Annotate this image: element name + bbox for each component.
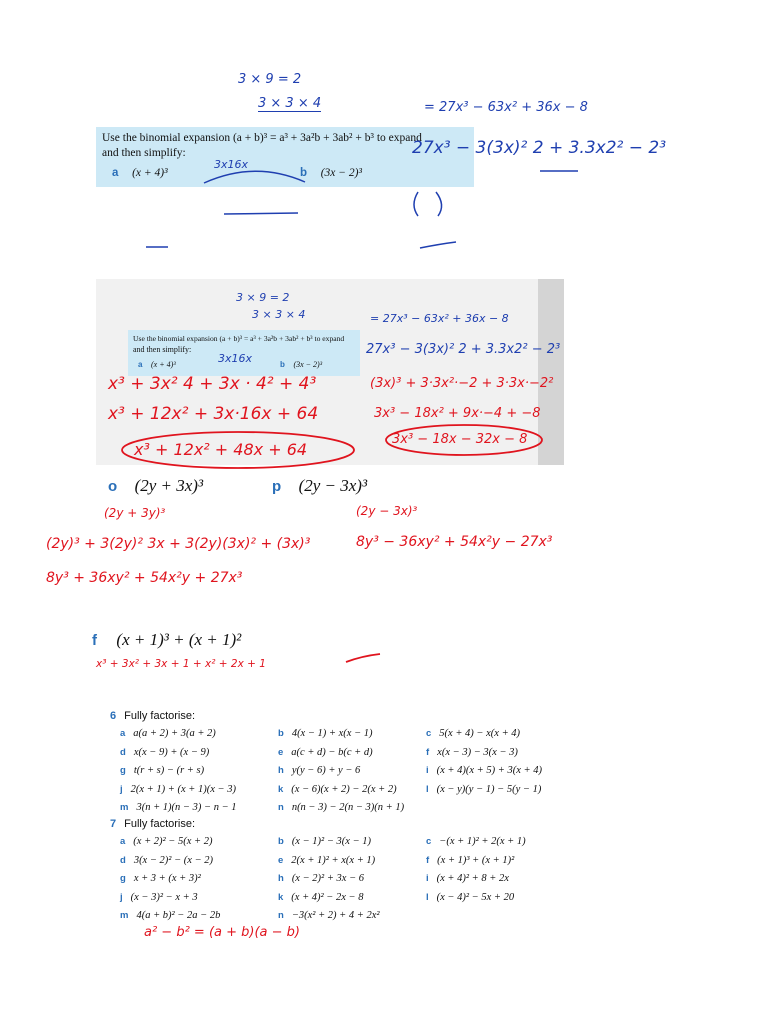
exercise-label: h	[278, 873, 284, 884]
exercise-expression: x + 3 + (x + 3)²	[133, 873, 201, 884]
exercise-expression: 2(x + 1)² + x(x + 1)	[291, 854, 376, 866]
exercise-item	[426, 765, 542, 776]
question-7	[110, 818, 570, 928]
exercise-item	[120, 836, 213, 847]
exercise-expression: (x + 1)³ + (x + 1)²	[437, 854, 515, 866]
exercise-expression: 2(x + 1) + (x + 1)(x − 3)	[130, 783, 236, 795]
part-expression: (x + 4)³	[132, 167, 168, 179]
question-text: and then simplify:	[133, 345, 192, 354]
exercise-label: f	[426, 854, 430, 866]
question-text: Use the binomial expansion (a + b)³ = a³ + 3a²b + 3ab² + b³ to expand	[102, 132, 422, 144]
exercise-item	[120, 765, 204, 776]
question-number: 6	[110, 710, 117, 722]
exercise-label: e	[278, 746, 284, 758]
exercise-item	[120, 784, 236, 795]
exercise-label: c	[426, 836, 432, 847]
exercise-expression: n(n − 3) − 2(n − 3)(n + 1)	[291, 802, 405, 813]
exercise-expression: t(r + s) − (r + s)	[133, 765, 205, 776]
exercise-item	[426, 873, 509, 884]
exercise-label: l	[426, 783, 429, 795]
exercise-item	[426, 784, 541, 795]
exercise-label: n	[278, 802, 284, 813]
exercise-item	[426, 747, 518, 758]
question-text: Use the binomial expansion (a + b)³ = a³ + 3a²b + 3ab² + b³ to expand	[133, 334, 345, 343]
working-line: a² − b² = (a + b)(a − b)	[144, 925, 300, 940]
working-line: x³ + 12x² + 48x + 64	[134, 440, 308, 459]
part-expression: (3x − 2)³	[320, 167, 362, 179]
question-6	[110, 710, 570, 820]
exercise-item	[120, 873, 201, 884]
exercise-label: m	[120, 802, 129, 813]
margin-note: = 27x³ − 63x² + 36x − 8	[370, 312, 509, 325]
exercise-label: g	[120, 873, 126, 884]
part-label: b	[280, 360, 285, 369]
margin-note: 3 × 3 × 4	[258, 96, 322, 111]
part-label: p	[272, 478, 282, 495]
working-line: 8y³ + 36xy² + 54x²y + 27x³	[46, 570, 243, 586]
exercise-item	[278, 855, 375, 866]
exercise-expression: (x − y)(y − 1) − 5(y − 1)	[436, 783, 542, 795]
part-label: b	[300, 167, 308, 179]
exercise-label: i	[426, 873, 429, 884]
exercise-label: f	[426, 746, 430, 758]
part-label: f	[92, 632, 97, 649]
exercise-label: b	[278, 836, 284, 847]
exercise-item	[278, 802, 404, 813]
exercise-label: k	[278, 891, 284, 903]
exercise-expression: (x + 4)² − 2x − 8	[291, 891, 364, 903]
exercise-item	[120, 802, 237, 813]
exercise-item	[120, 728, 216, 739]
margin-note: 27x³ − 3(3x)² 2 + 3.3x2² − 2³	[412, 138, 667, 158]
exercise-expression: (x + 2)² − 5(x + 2)	[133, 836, 213, 847]
exercise-label: e	[278, 854, 284, 866]
exercise-expression: 4(x − 1) + x(x − 1)	[291, 728, 373, 739]
exercise-expression: y(y − 6) + y − 6	[291, 765, 361, 776]
exercise-label: g	[120, 765, 126, 776]
exercise-expression: 3(x − 2)² − (x − 2)	[133, 854, 214, 866]
working-line: (2y)³ + 3(2y)² 3x + 3(2y)(3x)² + (3x)³	[46, 536, 311, 552]
exercise-expression: (x − 2)² + 3x − 6	[291, 873, 365, 884]
question-number: 7	[110, 818, 117, 830]
part-label: a	[138, 360, 143, 369]
exercise-expression: −3(x² + 2) + 4 + 2x²	[291, 910, 380, 921]
margin-note: 3 × 9 = 2	[236, 291, 290, 304]
exercise-item	[426, 728, 520, 739]
part-expression: (x + 4)³	[151, 360, 176, 369]
working-line: (2y − 3x)³	[356, 504, 418, 518]
exercise-item	[426, 892, 514, 903]
part-expression: (2y + 3x)³	[134, 476, 204, 495]
exercise-item	[120, 855, 213, 866]
exercise-item	[278, 747, 373, 758]
part-label: a	[112, 167, 119, 179]
working-line: 3x³ − 18x² + 9x·−4 + −8	[374, 406, 541, 421]
exercise-label: h	[278, 765, 284, 776]
exercise-label: i	[426, 765, 429, 776]
exercise-expression: (x + 4)² + 8 + 2x	[436, 873, 509, 884]
exercise-label: d	[120, 854, 126, 866]
exercise-item	[426, 855, 514, 866]
exercise-label: n	[278, 910, 284, 921]
exercise-expression: (x − 3)² − x + 3	[130, 891, 198, 903]
part-expression: (2y − 3x)³	[298, 476, 368, 495]
margin-note: 3x16x	[214, 158, 249, 171]
exercise-label: a	[120, 728, 126, 739]
exercise-label: k	[278, 783, 284, 795]
exercise-expression: −(x + 1)² + 2(x + 1)	[439, 836, 526, 847]
margin-note: 3 × 9 = 2	[238, 72, 302, 87]
question-title: Fully factorise:	[124, 710, 196, 722]
exercise-expression: (x − 4)² − 5x + 20	[436, 891, 515, 903]
exercise-expression: x(x − 9) + (x − 9)	[133, 746, 210, 758]
exercise-item	[120, 747, 209, 758]
exercise-item	[120, 910, 220, 921]
exercise-item	[278, 910, 380, 921]
working-line: x³ + 3x² + 3x + 1 + x² + 2x + 1	[96, 658, 266, 670]
exercise-label: m	[120, 910, 129, 921]
exercise-expression: 4(a + b)² − 2a − 2b	[136, 910, 221, 921]
exercise-item	[278, 784, 397, 795]
exercise-label: c	[426, 728, 432, 739]
working-line: (3x)³ + 3·3x²·−2 + 3·3x·−2²	[370, 376, 554, 391]
margin-note: 3 × 3 × 4	[252, 308, 306, 321]
exercise-expression: 3(n + 1)(n − 3) − n − 1	[136, 802, 237, 813]
exercise-item	[278, 892, 364, 903]
exercise-item	[278, 728, 373, 739]
working-line: 8y³ − 36xy² + 54x²y − 27x³	[356, 534, 553, 550]
exercise-label: b	[278, 728, 284, 739]
exercise-label: l	[426, 891, 429, 903]
exercise-item	[120, 892, 198, 903]
exercise-expression: (x − 6)(x + 2) − 2(x + 2)	[291, 783, 397, 795]
exercise-item	[278, 765, 360, 776]
exercise-item	[426, 836, 526, 847]
question-text: and then simplify:	[102, 147, 186, 159]
exercise-label: d	[120, 746, 126, 758]
exercise-label: a	[120, 836, 126, 847]
part-label: o	[108, 478, 118, 495]
exercise-label: j	[120, 891, 123, 903]
working-line: x³ + 3x² 4 + 3x · 4² + 4³	[108, 374, 317, 394]
working-line: 3x³ − 18x − 32x − 8	[392, 432, 528, 447]
question-title: Fully factorise:	[124, 818, 196, 830]
part-expression: (x + 1)³ + (x + 1)²	[116, 630, 242, 649]
exercise-expression: a(c + d) − b(c + d)	[291, 746, 373, 758]
exercise-expression: (x + 4)(x + 5) + 3(x + 4)	[436, 765, 542, 776]
part-expression: (3x − 2)³	[293, 360, 323, 369]
exercise-item	[278, 873, 364, 884]
margin-note: 3x16x	[218, 352, 253, 365]
margin-note: = 27x³ − 63x² + 36x − 8	[424, 100, 588, 115]
exercise-expression: (x − 1)² − 3(x − 1)	[291, 836, 372, 847]
exercise-expression: a(a + 2) + 3(a + 2)	[133, 728, 216, 739]
margin-note: 27x³ − 3(3x)² 2 + 3.3x2² − 2³	[366, 342, 561, 357]
working-line: (2y + 3y)³	[104, 506, 166, 520]
exercise-expression: x(x − 3) − 3(x − 3)	[437, 746, 518, 758]
exercise-label: j	[120, 783, 123, 795]
working-line: x³ + 12x² + 3x·16x + 64	[108, 404, 319, 424]
exercise-item	[278, 836, 371, 847]
exercise-expression: 5(x + 4) − x(x + 4)	[439, 728, 521, 739]
